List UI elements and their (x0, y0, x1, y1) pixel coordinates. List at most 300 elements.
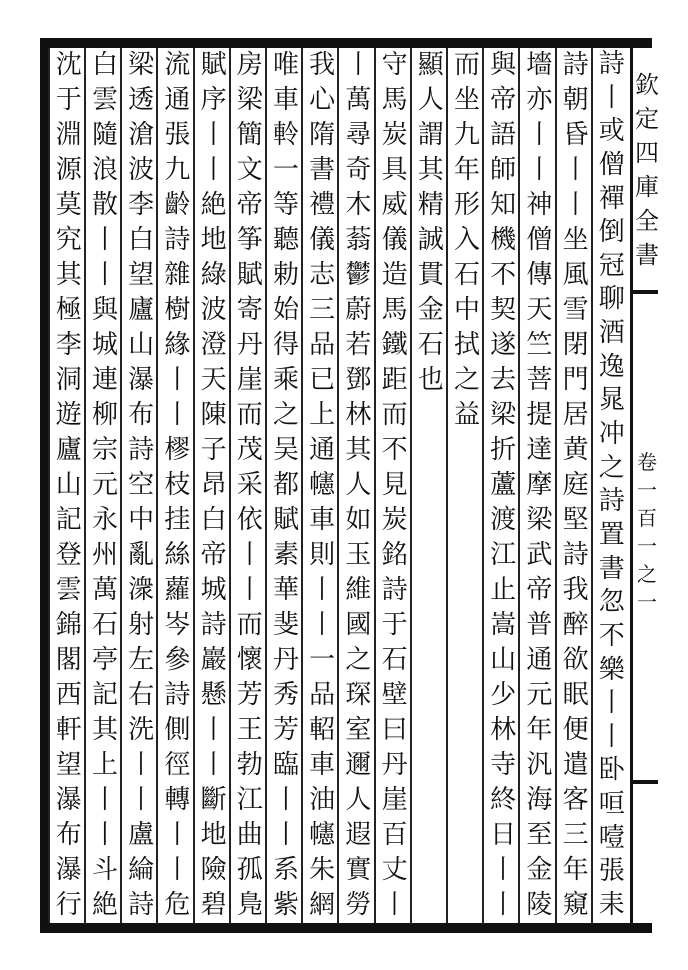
column-char: 流 (164, 50, 191, 80)
column-char: 益 (453, 400, 480, 430)
column-char: 文 (236, 155, 263, 185)
column-char: 網 (309, 890, 336, 920)
column-char: 丹 (381, 750, 408, 780)
column-char: 石 (417, 330, 444, 360)
column-char: 儀 (309, 225, 336, 255)
column-char: 禪 (598, 183, 625, 214)
column-char: 不 (490, 260, 517, 290)
column-char: 山 (55, 470, 82, 500)
column-char: 萬 (345, 85, 372, 115)
column-char: 年 (453, 155, 480, 185)
column-char: 瀑 (55, 785, 82, 815)
column-char: 精 (417, 190, 444, 220)
column-char: 紫 (272, 890, 299, 920)
column-char: 昏 (562, 120, 589, 150)
column-char: 丨 (200, 120, 227, 150)
column-char: 丨 (272, 785, 299, 815)
column-char: 閣 (55, 645, 82, 675)
column-char: 噎 (598, 822, 625, 853)
column-char: 斷 (200, 785, 227, 815)
column-char: 寄 (236, 295, 263, 325)
column-char: 遂 (490, 330, 517, 360)
column-char: 渡 (490, 505, 517, 535)
column-char: 冠 (598, 250, 625, 281)
column-char: 洗 (128, 715, 155, 745)
frame-top-border (40, 38, 652, 48)
column-char: 右 (128, 680, 155, 710)
column-char: 丨 (526, 120, 553, 150)
column-char: 丨 (164, 365, 191, 395)
column-char: 一 (309, 645, 336, 675)
column-char: 冲 (598, 419, 625, 450)
column-char: 鳬 (236, 890, 263, 920)
column-char: 之 (272, 400, 299, 430)
column-char: 詩 (598, 486, 625, 517)
column-char: 品 (309, 680, 336, 710)
column-char: 丨 (91, 225, 118, 255)
column-char: 晁 (598, 385, 625, 416)
column-char: 金 (526, 855, 553, 885)
column-char: 摩 (526, 470, 553, 500)
column-char: 鬱 (345, 260, 372, 290)
column-char: 滄 (128, 120, 155, 150)
column-char: 王 (236, 715, 263, 745)
column-char: 丨 (236, 540, 263, 570)
column-char: 白 (128, 225, 155, 255)
column-char: 武 (526, 540, 553, 570)
column-char: 而 (236, 400, 263, 430)
column-char: 簡 (236, 120, 263, 150)
column-char: 拭 (453, 330, 480, 360)
column-char: 普 (526, 610, 553, 640)
column-char: 去 (490, 365, 517, 395)
column-char: 傳 (526, 260, 553, 290)
column-char: 波 (200, 295, 227, 325)
column-rule (591, 48, 593, 923)
column-char: 海 (526, 785, 553, 815)
column-char: 距 (381, 365, 408, 395)
column-rule (193, 48, 195, 923)
column-char: 邇 (345, 750, 372, 780)
column-char: 絶 (91, 890, 118, 920)
column-char: 三 (562, 820, 589, 850)
column-char: 遐 (345, 820, 372, 850)
column-rule (410, 48, 412, 923)
column-char: 崖 (236, 365, 263, 395)
column-char: 萬 (91, 575, 118, 605)
column-char: 記 (55, 505, 82, 535)
column-char: 書 (598, 553, 625, 584)
column-char: 不 (381, 435, 408, 465)
column-char: 行 (55, 890, 82, 920)
column-char: 孤 (236, 855, 263, 885)
column-char: 僧 (526, 225, 553, 255)
column-char: 百 (381, 820, 408, 850)
column-char: 梁 (526, 505, 553, 535)
text-columns (50, 48, 630, 923)
column-char: 嵩 (490, 610, 517, 640)
column-char: 天 (526, 295, 553, 325)
column-char: 林 (345, 400, 372, 430)
column-char: 芳 (236, 680, 263, 710)
column-char: 丨 (345, 50, 372, 80)
column-char: 尋 (345, 120, 372, 150)
column-char: 詩 (164, 225, 191, 255)
column-char: 如 (345, 505, 372, 535)
column-char: 曲 (236, 820, 263, 850)
column-rule (301, 48, 303, 923)
column-char: 日 (490, 820, 517, 850)
column-char: 丈 (381, 855, 408, 885)
column-char: 禮 (309, 190, 336, 220)
column-char: 至 (526, 820, 553, 850)
banxin-chapter: 卷 一 百 一 之 一 (637, 450, 657, 614)
column-char: 山 (490, 645, 517, 675)
column-char: 則 (309, 540, 336, 570)
column-char: 張 (598, 856, 625, 887)
column-char: 朱 (309, 855, 336, 885)
column-char: 我 (309, 50, 336, 80)
column-char: 崖 (381, 785, 408, 815)
column-char: 誠 (417, 225, 444, 255)
column-char: 石 (381, 645, 408, 675)
column-char: 形 (453, 190, 480, 220)
column-char: 于 (381, 610, 408, 640)
column-char: 丨 (598, 688, 625, 719)
column-char: 丨 (91, 260, 118, 290)
column-char: 機 (490, 225, 517, 255)
column-char: 錦 (55, 610, 82, 640)
column-char: 波 (128, 155, 155, 185)
column-char: 蔚 (345, 295, 372, 325)
column-char: 勅 (272, 260, 299, 290)
column-char: 丨 (91, 820, 118, 850)
column-char: 書 (309, 155, 336, 185)
column-char: 其 (417, 155, 444, 185)
column-char: 丨 (526, 155, 553, 185)
column-char: 車 (309, 505, 336, 535)
column-char: 聽 (272, 225, 299, 255)
column-char: 險 (200, 855, 227, 885)
column-char: 緣 (164, 330, 191, 360)
column-char: 也 (417, 365, 444, 395)
column-char: 倒 (598, 217, 625, 248)
column-char: 與 (91, 295, 118, 325)
banxin-title: 欽 定 四 庫 全 書 (635, 71, 659, 269)
column-char: 廬 (128, 295, 155, 325)
column-char: 丨 (562, 155, 589, 185)
column-char: 石 (453, 260, 480, 290)
column-char: 年 (526, 715, 553, 745)
column-char: 入 (453, 225, 480, 255)
column-char: 元 (91, 470, 118, 500)
column-char: 空 (128, 470, 155, 500)
column-char: 坐 (453, 85, 480, 115)
column-char: 丨 (562, 190, 589, 220)
column-char: 其 (55, 260, 82, 290)
column-char: 金 (417, 295, 444, 325)
column-char: 斐 (272, 610, 299, 640)
column-rule (518, 48, 520, 923)
column-char: 丨 (91, 785, 118, 815)
column-char: 元 (526, 680, 553, 710)
text-column (591, 48, 633, 923)
column-char: 雜 (164, 260, 191, 290)
column-char: 醉 (562, 610, 589, 640)
column-char: 隨 (91, 120, 118, 150)
column-char: 勞 (345, 890, 372, 920)
column-char: 山 (128, 330, 155, 360)
column-char: 丨 (236, 575, 263, 605)
column-char: 朝 (562, 85, 589, 115)
column-char: 素 (272, 540, 299, 570)
column-char: 西 (55, 680, 82, 710)
column-char: 綸 (128, 855, 155, 885)
column-char: 木 (345, 190, 372, 220)
column-char: 城 (200, 575, 227, 605)
column-char: 詩 (562, 50, 589, 80)
column-char: 通 (526, 645, 553, 675)
column-char: 永 (91, 505, 118, 535)
column-char: 柳 (91, 400, 118, 430)
column-char: 銘 (381, 540, 408, 570)
column-char: 得 (272, 330, 299, 360)
column-char: 已 (309, 365, 336, 395)
column-char: 置 (598, 519, 625, 550)
column-char: 遊 (55, 400, 82, 430)
column-char: 造 (381, 260, 408, 290)
column-char: 瀑 (128, 365, 155, 395)
column-char: 賦 (236, 260, 263, 290)
column-char: 洞 (55, 365, 82, 395)
column-char: 等 (272, 190, 299, 220)
column-char: 上 (309, 400, 336, 430)
column-char: 一 (272, 155, 299, 185)
column-char: 于 (55, 85, 82, 115)
column-char: 語 (490, 120, 517, 150)
column-char: 丨 (128, 750, 155, 780)
column-char: 隋 (309, 120, 336, 150)
column-char: 具 (381, 155, 408, 185)
column-char: 上 (91, 750, 118, 780)
column-char: 石 (91, 610, 118, 640)
column-char: 居 (562, 400, 589, 430)
column-char: 登 (55, 540, 82, 570)
column-char: 守 (381, 50, 408, 80)
column-char: 曰 (381, 715, 408, 745)
column-char: 臨 (272, 750, 299, 780)
column-char: 人 (345, 785, 372, 815)
column-char: 白 (200, 505, 227, 535)
column-char: 通 (309, 435, 336, 465)
column-char: 貫 (417, 260, 444, 290)
column-char: 透 (128, 85, 155, 115)
column-char: 江 (236, 785, 263, 815)
column-char: 秀 (272, 680, 299, 710)
column-char: 車 (309, 750, 336, 780)
column-char: 帝 (490, 85, 517, 115)
column-char: 折 (490, 435, 517, 465)
column-char: 逸 (598, 351, 625, 382)
column-char: 淵 (55, 120, 82, 150)
column-char: 枝 (164, 470, 191, 500)
column-char: 李 (128, 190, 155, 220)
column-char: 庭 (562, 470, 589, 500)
column-char: 潨 (128, 575, 155, 605)
column-char: 芳 (272, 715, 299, 745)
column-char: 聊 (598, 284, 625, 315)
column-char: 詩 (200, 610, 227, 640)
column-char: 澄 (200, 330, 227, 360)
column-char: 人 (345, 470, 372, 500)
column-char: 車 (272, 85, 299, 115)
column-char: 風 (562, 260, 589, 290)
column-char: 樛 (164, 435, 191, 465)
column-char: 記 (91, 680, 118, 710)
column-char: 房 (236, 50, 263, 80)
column-char: 酒 (598, 318, 625, 349)
column-char: 馬 (381, 85, 408, 115)
column-char: 見 (381, 470, 408, 500)
column-char: 丨 (598, 721, 625, 752)
column-char: 徑 (164, 750, 191, 780)
column-char: 林 (490, 715, 517, 745)
column-char: 丨 (272, 820, 299, 850)
column-char: 維 (345, 575, 372, 605)
column-char: 門 (562, 365, 589, 395)
column-char: 詩 (598, 49, 625, 79)
column-char: 謂 (417, 120, 444, 150)
column-char: 子 (200, 435, 227, 465)
column-char: 賦 (272, 505, 299, 535)
column-char: 依 (236, 505, 263, 535)
column-char: 客 (562, 785, 589, 815)
column-rule (120, 48, 122, 923)
column-rule (156, 48, 158, 923)
column-char: 便 (562, 715, 589, 745)
column-char: 終 (490, 785, 517, 815)
column-char: 知 (490, 190, 517, 220)
column-char: 丨 (598, 82, 625, 113)
column-char: 始 (272, 295, 299, 325)
column-char: 丨 (164, 820, 191, 850)
column-char: 茂 (236, 435, 263, 465)
column-char: 達 (526, 435, 553, 465)
column-char: 華 (272, 575, 299, 605)
column-char: 止 (490, 575, 517, 605)
column-char: 黄 (562, 435, 589, 465)
column-char: 江 (490, 540, 517, 570)
column-char: 中 (128, 505, 155, 535)
column-rule (482, 48, 484, 923)
column-char: 斗 (91, 855, 118, 885)
column-rule (446, 48, 448, 923)
banxin-margin (630, 48, 661, 923)
column-char: 油 (309, 785, 336, 815)
column-char: 望 (55, 750, 82, 780)
column-char: 巖 (200, 645, 227, 675)
column-char: 筝 (236, 225, 263, 255)
column-char: 浪 (91, 155, 118, 185)
column-char: 序 (200, 85, 227, 115)
column-rule (337, 48, 339, 923)
fish-tail-upper (630, 290, 658, 294)
column-char: 丹 (236, 330, 263, 360)
column-char: 詩 (164, 680, 191, 710)
column-char: 若 (345, 330, 372, 360)
column-char: 李 (55, 330, 82, 360)
column-char: 詩 (562, 540, 589, 570)
column-char: 勃 (236, 750, 263, 780)
column-char: 幰 (309, 470, 336, 500)
column-char: 寺 (490, 750, 517, 780)
column-char: 丨 (381, 890, 408, 920)
column-char: 而 (453, 50, 480, 80)
column-char: 天 (200, 365, 227, 395)
column-char: 白 (91, 50, 118, 80)
column-char: 中 (453, 295, 480, 325)
column-char: 丨 (490, 890, 517, 920)
column-char: 吴 (272, 435, 299, 465)
column-char: 帝 (236, 190, 263, 220)
column-char: 雲 (55, 575, 82, 605)
column-char: 都 (272, 470, 299, 500)
column-char: 其 (91, 715, 118, 745)
column-char: 蘆 (490, 470, 517, 500)
column-char: 唯 (272, 50, 299, 80)
column-char: 亂 (128, 540, 155, 570)
column-char: 奇 (345, 155, 372, 185)
column-char: 軨 (272, 120, 299, 150)
column-char: 丨 (164, 855, 191, 885)
column-char: 或 (598, 116, 625, 147)
column-char: 沈 (55, 50, 82, 80)
column-char: 年 (562, 855, 589, 885)
column-char: 乘 (272, 365, 299, 395)
column-char: 提 (526, 400, 553, 430)
column-char: 堅 (562, 505, 589, 535)
column-char: 莫 (55, 190, 82, 220)
column-char: 齡 (164, 190, 191, 220)
column-char: 樂 (598, 654, 625, 685)
column-char: 其 (345, 435, 372, 465)
column-char: 丨 (164, 400, 191, 430)
column-char: 懷 (236, 645, 263, 675)
column-char: 軒 (55, 715, 82, 745)
column-char: 玉 (345, 540, 372, 570)
column-char: 少 (490, 680, 517, 710)
column-char: 蘿 (164, 575, 191, 605)
column-char: 琛 (345, 680, 372, 710)
column-char: 僧 (598, 149, 625, 180)
column-char: 梁 (490, 400, 517, 430)
column-char: 耒 (598, 890, 625, 921)
column-char: 坐 (562, 225, 589, 255)
column-char: 盧 (128, 820, 155, 850)
column-char: 城 (91, 330, 118, 360)
column-char: 九 (453, 120, 480, 150)
column-char: 契 (490, 295, 517, 325)
column-char: 雪 (562, 295, 589, 325)
column-char: 九 (164, 155, 191, 185)
column-char: 蓊 (345, 225, 372, 255)
column-char: 左 (128, 645, 155, 675)
column-char: 炭 (381, 505, 408, 535)
column-char: 側 (164, 715, 191, 745)
column-char: 地 (200, 820, 227, 850)
column-char: 極 (55, 295, 82, 325)
column-char: 危 (164, 890, 191, 920)
